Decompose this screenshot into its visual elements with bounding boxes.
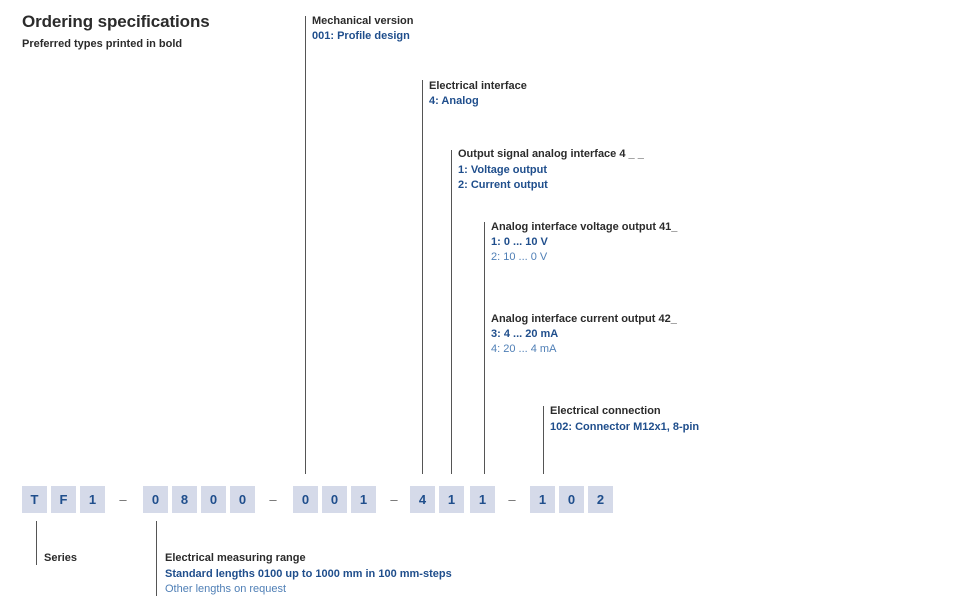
range-leader-line [156, 521, 157, 596]
code-box-range-4: 0 [230, 486, 255, 513]
series-label: Series [44, 552, 78, 564]
code-box-interface-3: 1 [470, 486, 495, 513]
code-separator: – [119, 492, 127, 507]
page-subtitle: Preferred types printed in bold [22, 38, 183, 50]
code-box-interface-1: 4 [410, 486, 435, 513]
code-box-series-2: F [51, 486, 76, 513]
connection-leader-line [543, 406, 544, 474]
current-output-other: 4: 20 ... 4 mA [491, 343, 557, 355]
output-signal-leader-line [451, 150, 452, 474]
electrical-interface-option: 4: Analog [429, 95, 479, 107]
code-separator: – [508, 492, 516, 507]
mechanical-version-label: Mechanical version [312, 15, 414, 27]
code-box-range-3: 0 [201, 486, 226, 513]
analog-output-leader-line [484, 222, 485, 474]
code-box-series-1: T [22, 486, 47, 513]
electrical-connection-option: 102: Connector M12x1, 8-pin [550, 421, 700, 433]
electrical-connection-label: Electrical connection [550, 405, 661, 417]
code-box-connection-3: 2 [588, 486, 613, 513]
code-box-mechanical-2: 0 [322, 486, 347, 513]
measuring-range-preferred: Standard lengths 0100 up to 1000 mm in 100 mm-steps [165, 568, 452, 580]
mechanical-leader-line [305, 16, 306, 474]
code-box-connection-1: 1 [530, 486, 555, 513]
measuring-range-other: Other lengths on request [165, 583, 287, 595]
voltage-output-label: Analog interface voltage output 41_ [491, 221, 678, 233]
page-title: Ordering specifications [22, 12, 210, 31]
code-box-mechanical-3: 1 [351, 486, 376, 513]
code-box-connection-2: 0 [559, 486, 584, 513]
interface-leader-line [422, 80, 423, 474]
code-box-series-3: 1 [80, 486, 105, 513]
series-leader-line [36, 521, 37, 565]
output-signal-label: Output signal analog interface 4 _ _ [458, 148, 644, 160]
measuring-range-label: Electrical measuring range [165, 552, 306, 564]
voltage-output-other: 2: 10 ... 0 V [491, 251, 548, 263]
voltage-output-preferred: 1: 0 ... 10 V [491, 236, 548, 248]
code-box-range-1: 0 [143, 486, 168, 513]
output-signal-option-current: 2: Current output [458, 179, 548, 191]
mechanical-option: 001: Profile design [312, 30, 410, 42]
code-separator: – [269, 492, 277, 507]
code-box-interface-2: 1 [439, 486, 464, 513]
code-separator: – [390, 492, 398, 507]
current-output-label: Analog interface current output 42_ [491, 313, 677, 325]
output-signal-option-voltage: 1: Voltage output [458, 164, 548, 176]
electrical-interface-label: Electrical interface [429, 80, 527, 92]
code-box-range-2: 8 [172, 486, 197, 513]
current-output-preferred: 3: 4 ... 20 mA [491, 328, 559, 340]
code-box-mechanical-1: 0 [293, 486, 318, 513]
